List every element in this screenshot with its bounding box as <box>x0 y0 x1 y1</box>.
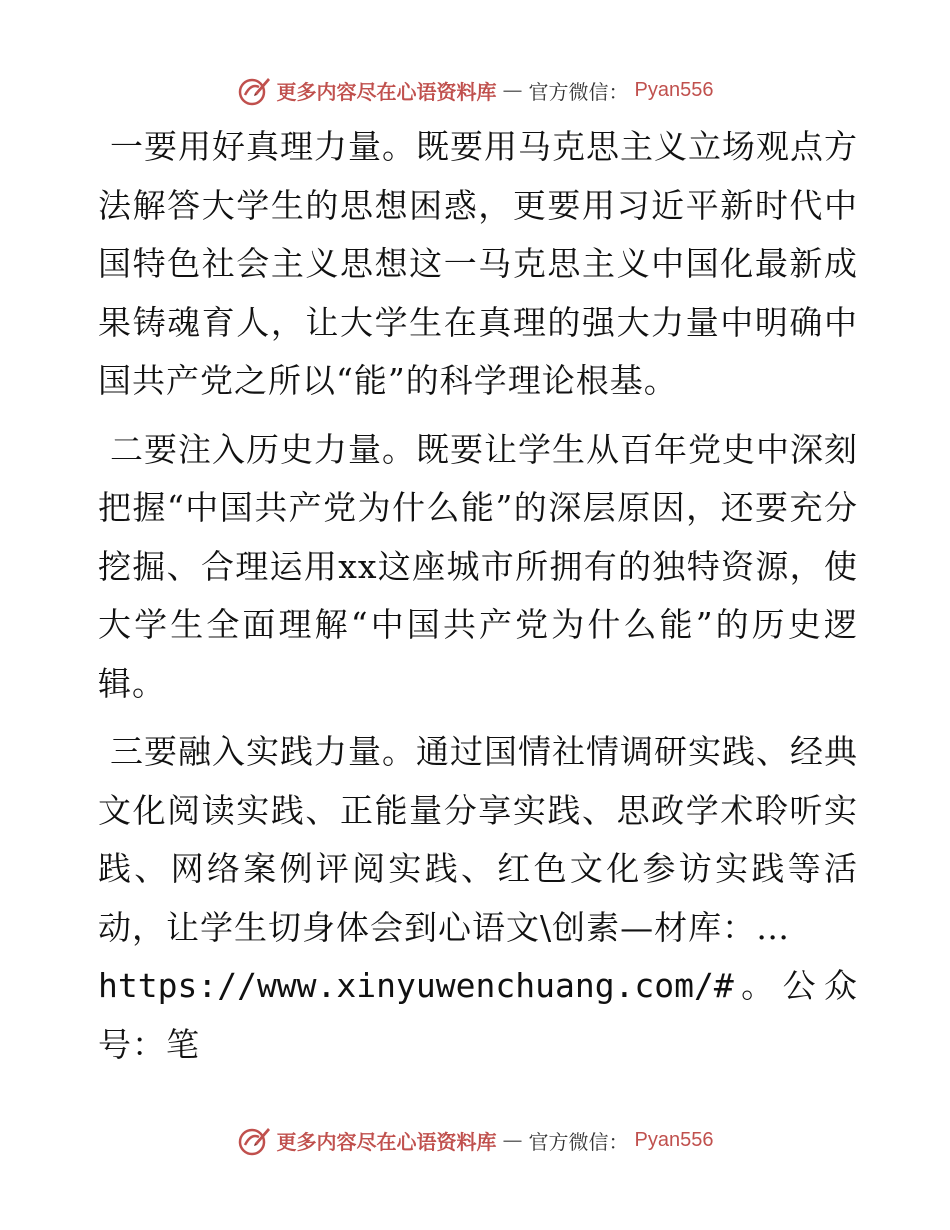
pen-logo-icon <box>237 1123 271 1157</box>
paragraph-text: 三要融入实践力量。通过国情社情调研实践、经典文化阅读实践、正能量分享实践、思政学术聆听实践、网络案例评阅实践、红色文化参访实践等活动，让学生切身体会到心语文\创素—材库：… <box>98 732 858 947</box>
header-separator: — <box>502 78 523 102</box>
paragraph-practice <box>98 723 858 1074</box>
header-wechat-label: 官方微信： <box>528 79 629 104</box>
paragraph-truth <box>98 118 858 411</box>
pen-logo-icon <box>237 73 271 107</box>
paragraph-history <box>98 421 858 714</box>
paragraph-text: 二要注入历史力量。既要让学生从百年党史中深刻把握“中国共产党为什么能”的深层原因，还要充分挖掘、合理运用xx这座城市所拥有的独特资源，使大学生全面理解“中国共产党为什么能”的历史逻辑。 <box>98 429 858 703</box>
footer-banner <box>0 1120 950 1160</box>
header-wechat-id: Pyan556 <box>634 78 714 101</box>
header-banner <box>0 70 950 110</box>
document-body <box>98 118 858 1084</box>
footer-slogan: 更多内容尽在心语资料库 <box>276 1129 497 1154</box>
paragraph-text: 一要用好真理力量。既要用马克思主义立场观点方法解答大学生的思想困惑，更要用习近平新时代中国特色社会主义思想这一马克思主义中国化最新成果铸魂育人，让大学生在真理的强大力量中明确中国共产党之所以“能”的科学理论根基。 <box>98 127 858 400</box>
paragraph-text-tail: 。公众号：笔 <box>98 966 858 1064</box>
website-url[interactable]: https://www.xinyuwenchuang.com/# <box>98 966 734 1005</box>
footer-wechat-id: Pyan556 <box>634 1128 714 1151</box>
footer-separator: — <box>502 1128 523 1152</box>
footer-wechat-label: 官方微信： <box>528 1129 629 1154</box>
header-slogan: 更多内容尽在心语资料库 <box>276 79 497 104</box>
